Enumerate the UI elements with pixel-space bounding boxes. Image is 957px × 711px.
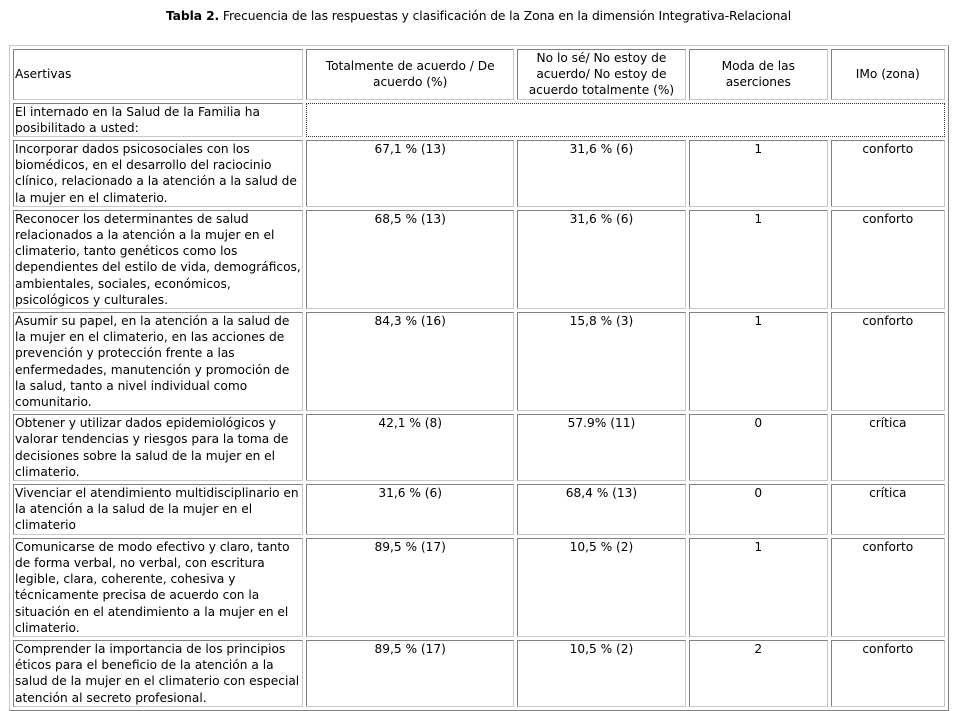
header-row — [13, 49, 945, 100]
cell-asertiva: Asumir su papel, en la atención a la salud de la mujer en el climaterio, en las acciones de prevención y protección frente a las enfermedades, manutención y promoción de la salud, tanto a nivel individual como comunitario. — [13, 312, 303, 411]
cell-desacuerdo: 10,5 % (2) — [517, 538, 686, 637]
cell-asertiva: Comprender la importancia de los principios éticos para el beneficio de la atención a la salud de la mujer en el climaterio con especial atención al secreto profesional. — [13, 640, 303, 707]
table-row — [13, 640, 945, 707]
cell-zona: conforto — [831, 210, 945, 309]
header-acuerdo: Totalmente de acuerdo / De acuerdo (%) — [306, 49, 513, 100]
cell-desacuerdo: 10,5 % (2) — [517, 640, 686, 707]
table-caption — [0, 9, 957, 23]
cell-zona: conforto — [831, 140, 945, 207]
cell-asertiva: Comunicarse de modo efectivo y claro, tanto de forma verbal, no verbal, con escritura legible, clara, coherente, cohesiva y técnicamente precisa de acuerdo con la situación en el atendimiento a la mujer en el climaterio. — [13, 538, 303, 637]
group-empty-cell — [306, 103, 945, 137]
cell-asertiva: Incorporar dados psicosociales con los biomédicos, en el desarrollo del raciocinio clínico, relacionado a la atención a la salud de la mujer en el climaterio. — [13, 140, 303, 207]
cell-zona: conforto — [831, 312, 945, 411]
cell-desacuerdo: 57.9% (11) — [517, 414, 686, 481]
table-row — [13, 538, 945, 637]
cell-acuerdo: 89,5 % (17) — [306, 640, 513, 707]
table-row — [13, 312, 945, 411]
cell-desacuerdo: 68,4 % (13) — [517, 484, 686, 535]
cell-zona: conforto — [831, 538, 945, 637]
header-zona: IMo (zona) — [831, 49, 945, 100]
frequency-table — [9, 45, 949, 711]
cell-zona: crítica — [831, 484, 945, 535]
cell-acuerdo: 89,5 % (17) — [306, 538, 513, 637]
cell-moda: 0 — [689, 484, 828, 535]
header-asertivas: Asertivas — [13, 49, 303, 100]
cell-desacuerdo: 31,6 % (6) — [517, 140, 686, 207]
cell-asertiva: Vivenciar el atendimiento multidisciplinario en la atención a la salud de la mujer en el climaterio — [13, 484, 303, 535]
cell-desacuerdo: 15,8 % (3) — [517, 312, 686, 411]
caption-text: Frecuencia de las respuestas y clasificación de la Zona en la dimensión Integrativa-Relacional — [219, 9, 792, 23]
header-moda: Moda de las aserciones — [689, 49, 828, 100]
table-row — [13, 140, 945, 207]
caption-label: Tabla 2. — [165, 9, 220, 23]
cell-zona: crítica — [831, 414, 945, 481]
table-row — [13, 414, 945, 481]
cell-moda: 2 — [689, 640, 828, 707]
cell-asertiva: Obtener y utilizar dados epidemiológicos y valorar tendencias y riesgos para la toma de decisiones sobre la salud de la mujer en el climaterio. — [13, 414, 303, 481]
table-row — [13, 210, 945, 309]
cell-moda: 1 — [689, 312, 828, 411]
cell-asertiva: Reconocer los determinantes de salud relacionados a la atención a la mujer en el climaterio, tanto genéticos como los dependientes del estilo de vida, demográficos, ambientales, sociales, económicos, psicológicos y culturales. — [13, 210, 303, 309]
table-row — [13, 484, 945, 535]
cell-desacuerdo: 31,6 % (6) — [517, 210, 686, 309]
cell-moda: 0 — [689, 414, 828, 481]
group-row — [13, 103, 945, 137]
cell-moda: 1 — [689, 210, 828, 309]
cell-acuerdo: 42,1 % (8) — [306, 414, 513, 481]
cell-acuerdo: 67,1 % (13) — [306, 140, 513, 207]
cell-zona: conforto — [831, 640, 945, 707]
cell-acuerdo: 84,3 % (16) — [306, 312, 513, 411]
table-container — [9, 45, 949, 711]
cell-moda: 1 — [689, 538, 828, 637]
cell-acuerdo: 68,5 % (13) — [306, 210, 513, 309]
header-desacuerdo: No lo sé/ No estoy de acuerdo/ No estoy de acuerdo totalmente (%) — [517, 49, 686, 100]
cell-acuerdo: 31,6 % (6) — [306, 484, 513, 535]
cell-moda: 1 — [689, 140, 828, 207]
group-label: El internado en la Salud de la Familia ha posibilitado a usted: — [13, 103, 303, 137]
